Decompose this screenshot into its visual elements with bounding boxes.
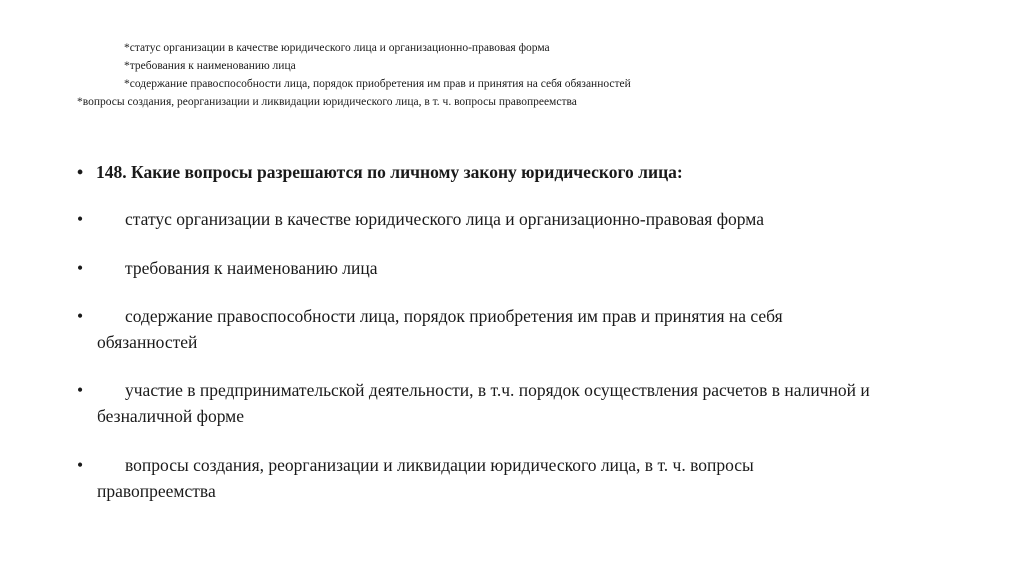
answer-item-text: содержание правоспособности лица, порядок приобретения им прав и принятия на себя (125, 306, 783, 326)
answer-item (77, 303, 977, 355)
answer-item-continuation: правопреемства (97, 481, 216, 501)
note-line-2: *требования к наименованию лица (124, 60, 296, 72)
answer-item-continuation: безналичной форме (97, 406, 245, 426)
answer-item (77, 377, 977, 429)
answer-item-continuation: обязанностей (97, 332, 198, 352)
answer-item-text: статус организации в качестве юридического лица и организационно-правовая форма (125, 209, 764, 229)
answer-item-text: требования к наименованию лица (125, 258, 378, 278)
bullet-icon: • (77, 209, 84, 229)
note-line-1: *статус организации в качестве юридического лица и организационно-правовая форма (124, 42, 550, 54)
answer-item (77, 452, 977, 504)
question-heading (77, 159, 683, 185)
bullet-icon: • (77, 380, 84, 400)
answer-item-text: вопросы создания, реорганизации и ликвидации юридического лица, в т. ч. вопросы (125, 455, 754, 475)
answer-item (77, 255, 977, 281)
bullet-icon: • (77, 258, 84, 278)
question-heading-text: 148. Какие вопросы разрешаются по личному закону юридического лица: (96, 162, 683, 182)
answer-item-text: участие в предпринимательской деятельности, в т.ч. порядок осуществления расчетов в наличной и (125, 380, 870, 400)
note-line-4: *вопросы создания, реорганизации и ликвидации юридического лица, в т. ч. вопросы правопреемства (77, 96, 577, 108)
note-line-3: *содержание правоспособности лица, порядок приобретения им прав и принятия на себя обязанностей (124, 78, 631, 90)
bullet-icon: • (77, 162, 84, 182)
bullet-icon: • (77, 455, 84, 475)
bullet-icon: • (77, 306, 84, 326)
answer-item (77, 206, 977, 232)
